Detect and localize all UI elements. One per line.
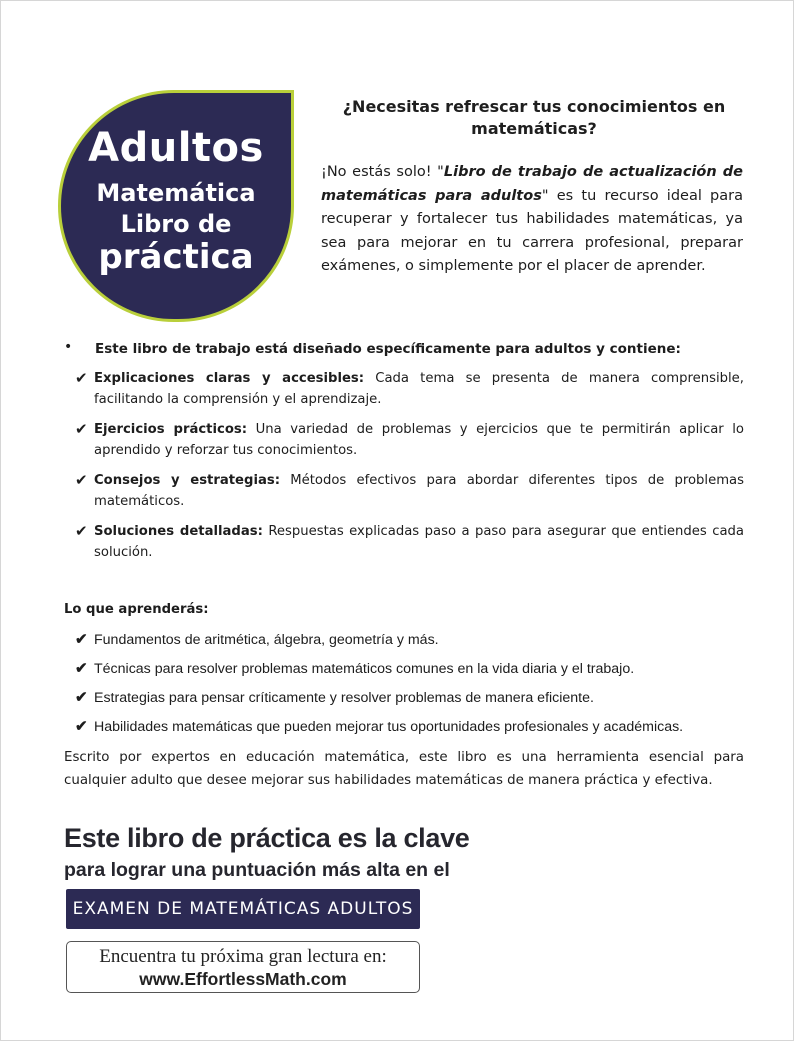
learn-heading: Lo que aprenderás: [64, 602, 209, 617]
check-icon: ✔ [75, 420, 88, 438]
learn-item [72, 657, 762, 686]
feature-text: Respuestas explicadas paso a paso para asegurar que entiendes cada solución. [94, 524, 744, 560]
feature-item [72, 419, 744, 461]
check-icon: ✔ [75, 689, 88, 706]
website-box [66, 941, 420, 993]
feature-text: Métodos efectivos para abordar diferentes tipos de problemas matemáticos. [94, 473, 744, 509]
feature-title: Consejos y estrategias: [94, 473, 280, 488]
check-icon: ✔ [75, 522, 88, 540]
promo-subheadline: para lograr una puntuación más alta en el [64, 859, 450, 881]
book-title-badge [58, 90, 294, 322]
check-icon: ✔ [75, 660, 88, 677]
feature-item [72, 368, 744, 410]
learn-item-text: Fundamentos de aritmética, álgebra, geometría y más. [94, 632, 439, 648]
check-icon: ✔ [75, 631, 88, 648]
badge-line-4: práctica [98, 237, 254, 277]
intro-paragraph [321, 161, 743, 279]
learn-item-text: Técnicas para resolver problemas matemáticos comunes en la vida diaria y el trabajo. [94, 661, 635, 677]
badge-line-3: Libro de [120, 210, 232, 238]
learn-item-text: Estrategias para pensar críticamente y resolver problemas de manera eficiente. [94, 690, 594, 706]
learn-item [72, 628, 762, 657]
intro-book-title: Libro de trabajo de actualización de matemáticas para adultos [321, 164, 743, 204]
intro-before: ¡No estás solo! " [321, 164, 444, 180]
feature-text: Cada tema se presenta de manera comprensible, facilitando la comprensión y el aprendizaje. [94, 371, 744, 407]
feature-list [72, 368, 744, 572]
feature-text: Una variedad de problemas y ejercicios que te permitirán aplicar lo aprendido y reforzar tus conocimientos. [94, 422, 745, 458]
learn-list [72, 628, 762, 744]
learn-item-text: Habilidades matemáticas que pueden mejorar tus oportunidades profesionales y académicas. [94, 719, 684, 735]
promo-headline: Este libro de práctica es la clave [64, 823, 470, 853]
check-icon: ✔ [75, 369, 88, 387]
contents-lead: Este libro de trabajo está diseñado específicamente para adultos y contiene: [95, 341, 681, 357]
headline-question: ¿Necesitas refrescar tus conocimientos en matemáticas? [342, 97, 726, 138]
bullet-dot: • [64, 339, 73, 355]
check-icon: ✔ [75, 718, 88, 735]
feature-item [72, 470, 744, 512]
feature-title: Soluciones detalladas: [94, 524, 263, 539]
website-url[interactable]: www.EffortlessMath.com [139, 969, 347, 989]
feature-title: Explicaciones claras y accesibles: [94, 371, 365, 386]
feature-item [72, 521, 744, 563]
check-icon: ✔ [75, 471, 88, 489]
learn-item [72, 686, 762, 715]
learn-item [72, 715, 762, 744]
feature-title: Ejercicios prácticos: [94, 422, 248, 437]
badge-line-2: Matemática [96, 179, 256, 207]
badge-line-1: Adultos [88, 125, 264, 171]
closing-paragraph: Escrito por expertos en educación matemática, este libro es una herramienta esencial para cualquier adulto que desee mejorar sus habilidades matemáticas de manera práctica y efectiva. [64, 750, 744, 788]
exam-banner: EXAMEN DE MATEMÁTICAS ADULTOS [66, 889, 420, 929]
website-prompt: Encuentra tu próxima gran lectura en: [99, 946, 387, 967]
intro-after: " es tu recurso ideal para recuperar y fortalecer tus habilidades matemáticas, ya sea para mejorar en tu carrera profesional, preparar exámenes, o simplemente por el placer de aprender. [321, 187, 743, 274]
